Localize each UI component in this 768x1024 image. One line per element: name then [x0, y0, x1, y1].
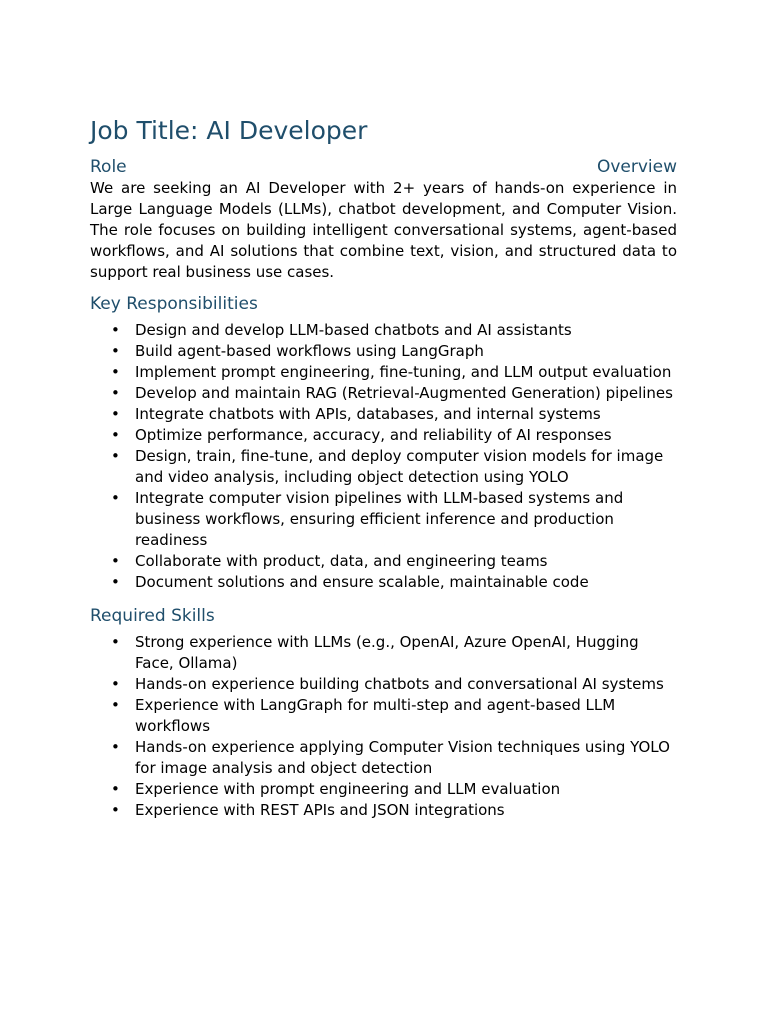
bullet-icon: •: [111, 342, 120, 360]
overview-paragraph: We are seeking an AI Developer with 2+ years of hands-on experience in Large Language Models (LLMs), chatbot development, and Computer Vision. The role focuses on building intelligent conversational systems, agent-based workflows, and AI solutions that combine text, vision, and structured data to support real business use cases.: [90, 179, 677, 281]
responsibilities-list: [90, 320, 677, 593]
list-item: [90, 632, 677, 674]
list-item-text: Experience with prompt engineering and LLM evaluation: [135, 780, 561, 798]
list-item: [90, 695, 677, 737]
list-item-text: Collaborate with product, data, and engineering teams: [135, 552, 548, 570]
list-item-text: Experience with LangGraph for multi-step and agent-based LLM workflows: [135, 696, 616, 735]
list-item: [90, 779, 677, 800]
bullet-icon: •: [111, 489, 120, 507]
bullet-icon: •: [111, 780, 120, 798]
bullet-icon: •: [111, 405, 120, 423]
list-item: [90, 404, 677, 425]
list-item: [90, 383, 677, 404]
list-item-text: Implement prompt engineering, fine-tuning, and LLM output evaluation: [135, 363, 672, 381]
skills-list: [90, 632, 677, 821]
skills-heading: Required Skills: [90, 606, 215, 626]
bullet-icon: •: [111, 552, 120, 570]
list-item-text: Design, train, fine-tune, and deploy computer vision models for image and video analysis, including object detection using YOLO: [135, 447, 664, 486]
bullet-icon: •: [111, 321, 120, 339]
list-item-text: Integrate computer vision pipelines with LLM-based systems and business workflows, ensuring efficient inference and production readiness: [135, 489, 624, 549]
bullet-icon: •: [111, 573, 120, 591]
role-heading-left: Role: [90, 157, 127, 177]
bullet-icon: •: [111, 384, 120, 402]
bullet-icon: •: [111, 426, 120, 444]
list-item-text: Hands-on experience building chatbots and conversational AI systems: [135, 675, 664, 693]
list-item: [90, 737, 677, 779]
list-item-text: Document solutions and ensure scalable, maintainable code: [135, 573, 589, 591]
list-item: [90, 674, 677, 695]
list-item: [90, 572, 677, 593]
document-page: [90, 114, 677, 832]
page-title: Job Title: AI Developer: [90, 116, 368, 145]
list-item: [90, 800, 677, 821]
list-item: [90, 320, 677, 341]
bullet-icon: •: [111, 447, 120, 465]
list-item: [90, 551, 677, 572]
bullet-icon: •: [111, 738, 120, 756]
list-item-text: Hands-on experience applying Computer Vision techniques using YOLO for image analysis and object detection: [135, 738, 670, 777]
list-item-text: Integrate chatbots with APIs, databases, and internal systems: [135, 405, 601, 423]
list-item: [90, 341, 677, 362]
bullet-icon: •: [111, 696, 120, 714]
bullet-icon: •: [111, 633, 120, 651]
list-item: [90, 446, 677, 488]
role-heading-right: Overview: [596, 157, 677, 177]
list-item-text: Strong experience with LLMs (e.g., OpenAI, Azure OpenAI, Hugging Face, Ollama): [135, 633, 639, 672]
list-item-text: Design and develop LLM-based chatbots and AI assistants: [135, 321, 572, 339]
list-item-text: Experience with REST APIs and JSON integrations: [135, 801, 505, 819]
bullet-icon: •: [111, 363, 120, 381]
list-item: [90, 488, 677, 551]
list-item-text: Develop and maintain RAG (Retrieval-Augmented Generation) pipelines: [135, 384, 673, 402]
list-item-text: Optimize performance, accuracy, and reliability of AI responses: [135, 426, 612, 444]
bullet-icon: •: [111, 801, 120, 819]
list-item-text: Build agent-based workflows using LangGraph: [135, 342, 484, 360]
role-overview-heading: [90, 156, 677, 178]
list-item: [90, 425, 677, 446]
responsibilities-heading: Key Responsibilities: [90, 294, 258, 314]
bullet-icon: •: [111, 675, 120, 693]
list-item: [90, 362, 677, 383]
